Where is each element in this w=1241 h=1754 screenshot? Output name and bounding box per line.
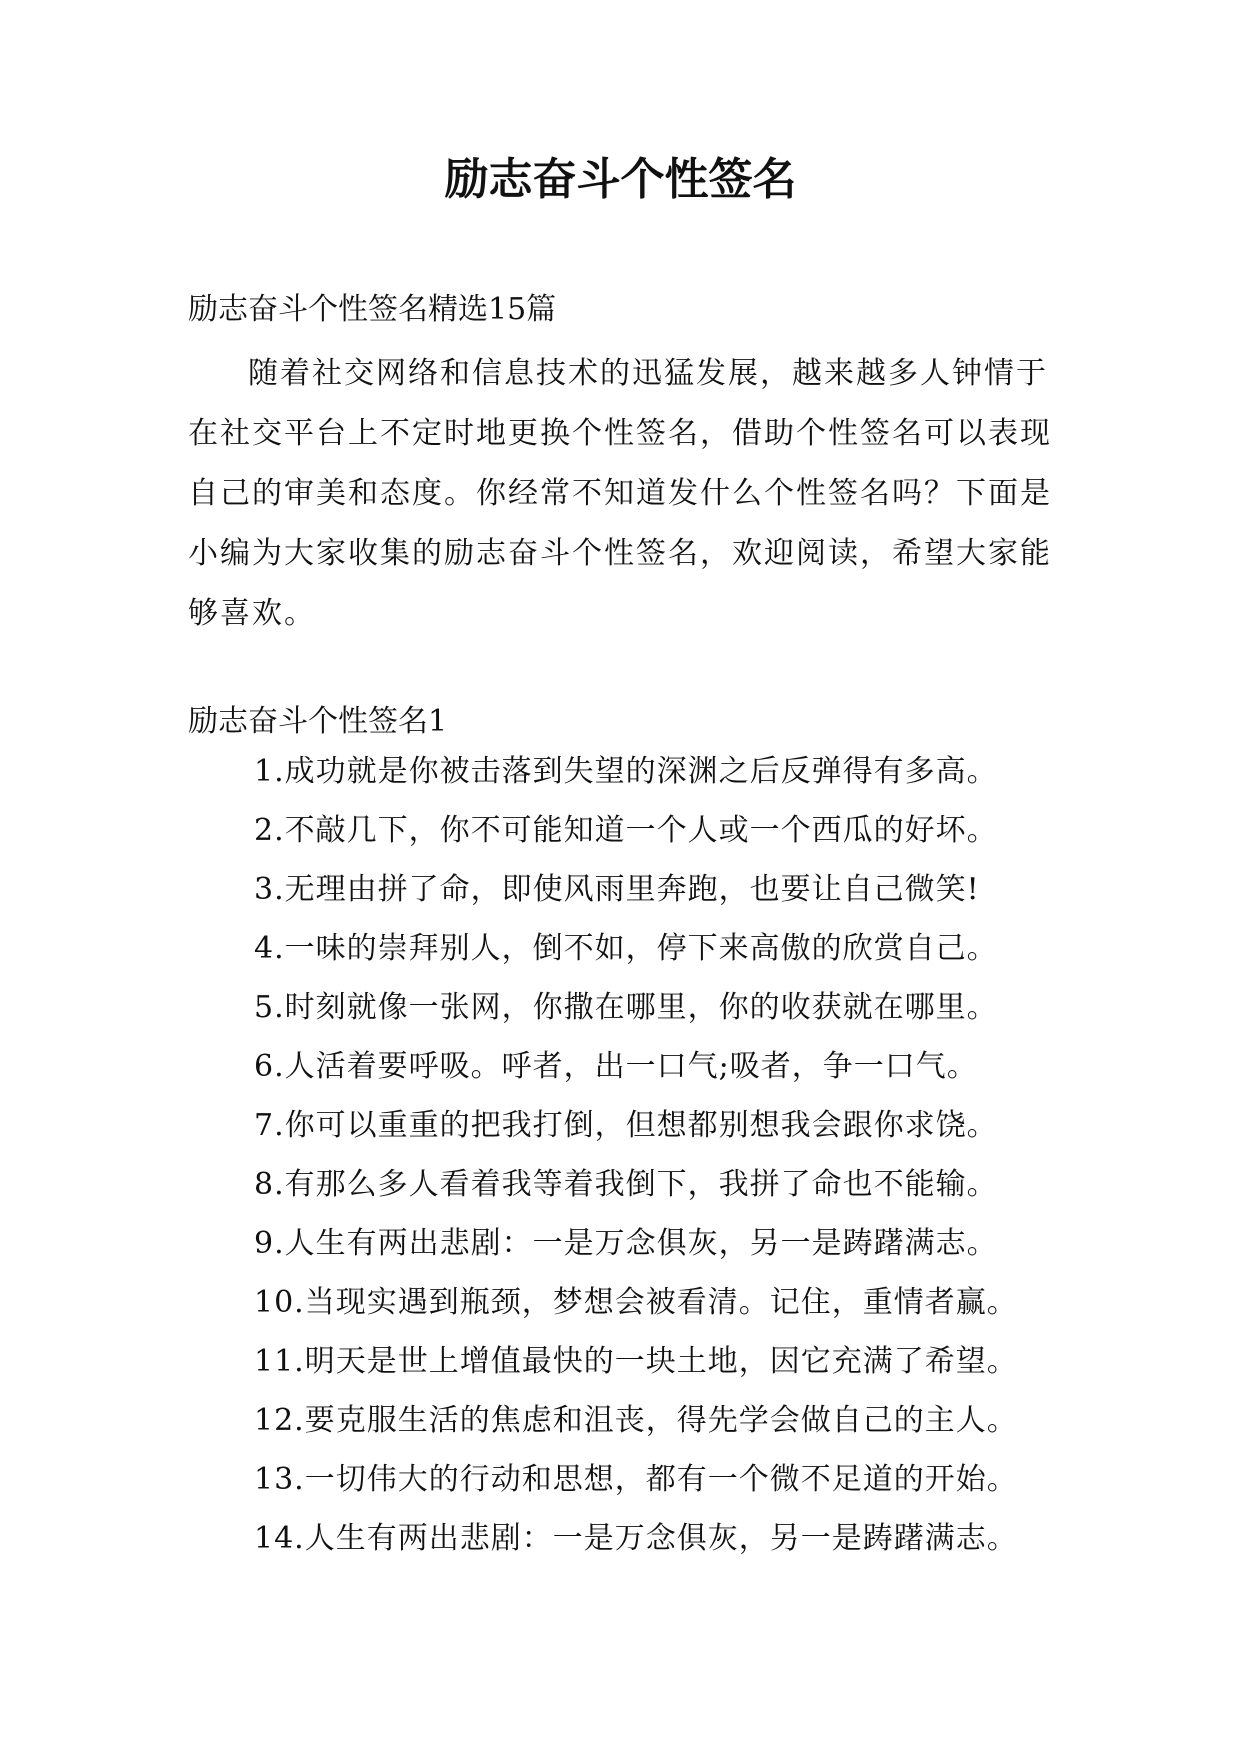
list-item: 10.当现实遇到瓶颈，梦想会被看清。记住，重情者赢。 xyxy=(254,1285,1018,1320)
list-item: 7.你可以重重的把我打倒，但想都别想我会跟你求饶。 xyxy=(254,1108,998,1143)
list-item: 12.要克服生活的焦虑和沮丧，得先学会做自己的主人。 xyxy=(254,1403,1018,1438)
list-item: 6.人活着要呼吸。呼者，出一口气;吸者，争一口气。 xyxy=(254,1049,978,1084)
list-item: 2.不敲几下，你不可能知道一个人或一个西瓜的好坏。 xyxy=(254,813,998,848)
list-item: 14.人生有两出悲剧：一是万念俱灰，另一是踌躇满志。 xyxy=(254,1521,1018,1556)
intro-paragraph: 随着社交网络和信息技术的迅猛发展，越来越多人钟情于在社交平台上不定时地更换个性签名，借助个性签名可以表现自己的审美和态度。你经常不知道发什么个性签名吗？下面是小编为大家收集的励志奋斗个性签名，欢迎阅读，希望大家能够喜欢。 xyxy=(188,356,1052,631)
section-heading: 励志奋斗个性签名1 xyxy=(188,704,448,739)
list-item: 4.一味的崇拜别人，倒不如，停下来高傲的欣赏自己。 xyxy=(254,931,998,966)
signature-list xyxy=(254,752,1018,1578)
list-item: 3.无理由拼了命，即使风雨里奔跑，也要让自己微笑! xyxy=(254,872,980,907)
document-subtitle: 励志奋斗个性签名精选15篇 xyxy=(188,292,557,327)
list-item: 11.明天是世上增值最快的一块土地，因它充满了希望。 xyxy=(254,1344,1018,1379)
document-title: 励志奋斗个性签名 xyxy=(444,154,797,205)
list-item: 9.人生有两出悲剧：一是万念俱灰，另一是踌躇满志。 xyxy=(254,1226,998,1261)
list-item: 8.有那么多人看着我等着我倒下，我拼了命也不能输。 xyxy=(254,1167,998,1202)
list-item: 5.时刻就像一张网，你撒在哪里，你的收获就在哪里。 xyxy=(254,990,998,1025)
list-item: 1.成功就是你被击落到失望的深渊之后反弹得有多高。 xyxy=(254,754,998,789)
list-item: 13.一切伟大的行动和思想，都有一个微不足道的开始。 xyxy=(254,1462,1018,1497)
